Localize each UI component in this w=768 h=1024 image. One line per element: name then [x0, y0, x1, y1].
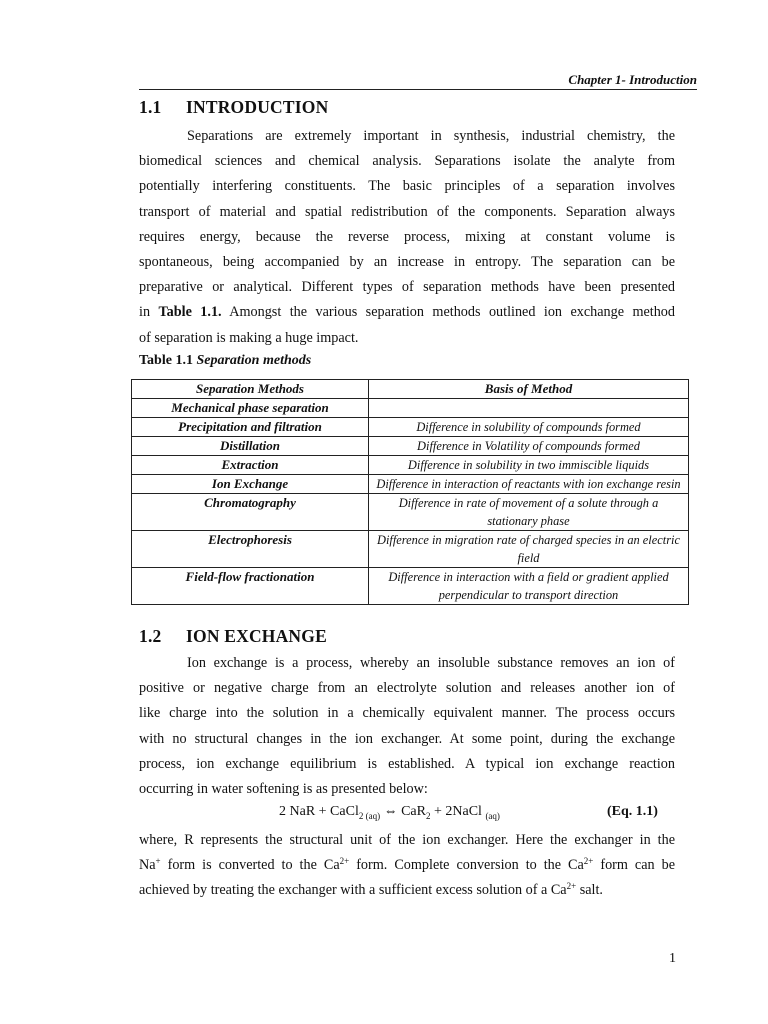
equilibrium-arrow: ⇔ [380, 804, 402, 819]
table-row [132, 437, 689, 456]
text-run: achieved by treating the exchanger with a sufficient excess solution of a Ca [139, 882, 567, 899]
text-line: process, ion exchange equilibrium is established. A typical ion exchange reaction [139, 755, 675, 772]
after-equation-paragraph [139, 828, 675, 904]
text-line: Separations are extremely important in synthesis, industrial chemistry, the [187, 128, 675, 144]
text-line: requires energy, because the reverse process, mixing at constant volume is [139, 228, 675, 245]
basis-cell [369, 399, 689, 418]
table-caption-title: Separation methods [196, 353, 312, 368]
text-line: positive or negative charge from an electrolyte solution and releases another ion of [139, 680, 675, 697]
basis-cell: Difference in solubility in two immiscible liquids [369, 456, 689, 475]
ion-exchange-paragraph [139, 651, 675, 802]
equation-term: + 2NaCl [430, 804, 486, 819]
section-number: 1.2 [139, 626, 162, 646]
section-heading-ion-exchange [139, 626, 327, 647]
text-line: with no structural changes in the ion exchanger. At some point, during the exchange [139, 730, 675, 747]
column-header-methods: Separation Methods [132, 380, 369, 399]
basis-cell: Difference in interaction of reactants with ion exchange resin [369, 475, 689, 494]
method-cell: Chromatography [132, 494, 369, 531]
method-cell: Extraction [132, 456, 369, 475]
table-row [132, 456, 689, 475]
method-cell: Ion Exchange [132, 475, 369, 494]
table-caption [139, 353, 311, 369]
table-row [132, 399, 689, 418]
text-line [139, 300, 675, 325]
section-title: ION EXCHANGE [186, 626, 327, 646]
method-cell: Field-flow fractionation [132, 568, 369, 605]
method-cell: Precipitation and filtration [132, 418, 369, 437]
superscript: 2+ [566, 881, 577, 892]
basis-cell: Difference in rate of movement of a solute through a stationary phase [369, 494, 689, 531]
text-run: Amongst the various separation methods outlined ion exchange method [221, 304, 675, 321]
separation-methods-table [131, 379, 689, 605]
text-line: of separation is making a huge impact. [139, 329, 359, 346]
text-line [139, 853, 675, 878]
text-line: potentially interfering constituents. The basic principles of a separation involves [139, 178, 675, 195]
intro-paragraph [139, 124, 675, 351]
section-number: 1.1 [139, 97, 162, 117]
equation-label: (Eq. 1.1) [607, 804, 658, 819]
basis-cell: Difference in Volatility of compounds formed [369, 437, 689, 456]
equation-subscript: 2 (aq) [358, 810, 381, 821]
table-row [132, 531, 689, 568]
equation-subscript: (aq) [485, 810, 500, 821]
section-heading-introduction [139, 97, 328, 118]
section-title: INTRODUCTION [186, 97, 329, 117]
method-cell: Electrophoresis [132, 531, 369, 568]
text-run: in [139, 304, 159, 321]
table-header-row [132, 380, 689, 399]
equation-term: 2 NaR + CaCl [279, 804, 359, 819]
method-cell: Mechanical phase separation [132, 399, 369, 418]
text-line: spontaneous, being accompanied by an increase in entropy. The separation can be [139, 254, 675, 271]
text-run: form is converted to the Ca [160, 857, 340, 874]
superscript: 2+ [339, 856, 350, 867]
superscript: + [155, 856, 161, 867]
table-reference: Table 1.1. [158, 304, 222, 321]
text-line: preparative or analytical. Different types of separation methods have been presented [139, 279, 675, 296]
table-caption-label: Table 1.1 [139, 353, 193, 368]
basis-cell: Difference in interaction with a field or gradient applied perpendicular to transport direction [369, 568, 689, 605]
method-cell: Distillation [132, 437, 369, 456]
equation-subscript: 2 [425, 810, 431, 821]
equation [279, 804, 500, 821]
text-line: where, R represents the structural unit of the ion exchanger. Here the exchanger in the [139, 832, 675, 848]
text-line: occurring in water softening is as presented below: [139, 781, 428, 798]
text-line: transport of material and spatial redistribution of the components. Separation always [139, 203, 675, 220]
text-run: form can be [593, 857, 675, 874]
text-run: salt. [576, 882, 603, 899]
text-line [139, 878, 675, 903]
page-number: 1 [669, 951, 676, 966]
running-header: Chapter 1- Introduction [139, 72, 697, 90]
text-run: form. Complete conversion to the Ca [349, 857, 584, 874]
text-line: like charge into the solution in a chemically equivalent manner. The process occurs [139, 705, 675, 722]
table-row [132, 475, 689, 494]
basis-cell: Difference in migration rate of charged species in an electric field [369, 531, 689, 568]
text-line: Ion exchange is a process, whereby an insoluble substance removes an ion of [187, 655, 675, 671]
table-row [132, 418, 689, 437]
basis-cell: Difference in solubility of compounds formed [369, 418, 689, 437]
superscript: 2+ [583, 856, 594, 867]
table-row [132, 568, 689, 605]
text-line: biomedical sciences and chemical analysis. Separations isolate the analyte from [139, 153, 675, 170]
text-run: Na [139, 857, 156, 874]
column-header-basis: Basis of Method [369, 380, 689, 399]
table-row [132, 494, 689, 531]
equation-term: CaR [401, 804, 426, 819]
